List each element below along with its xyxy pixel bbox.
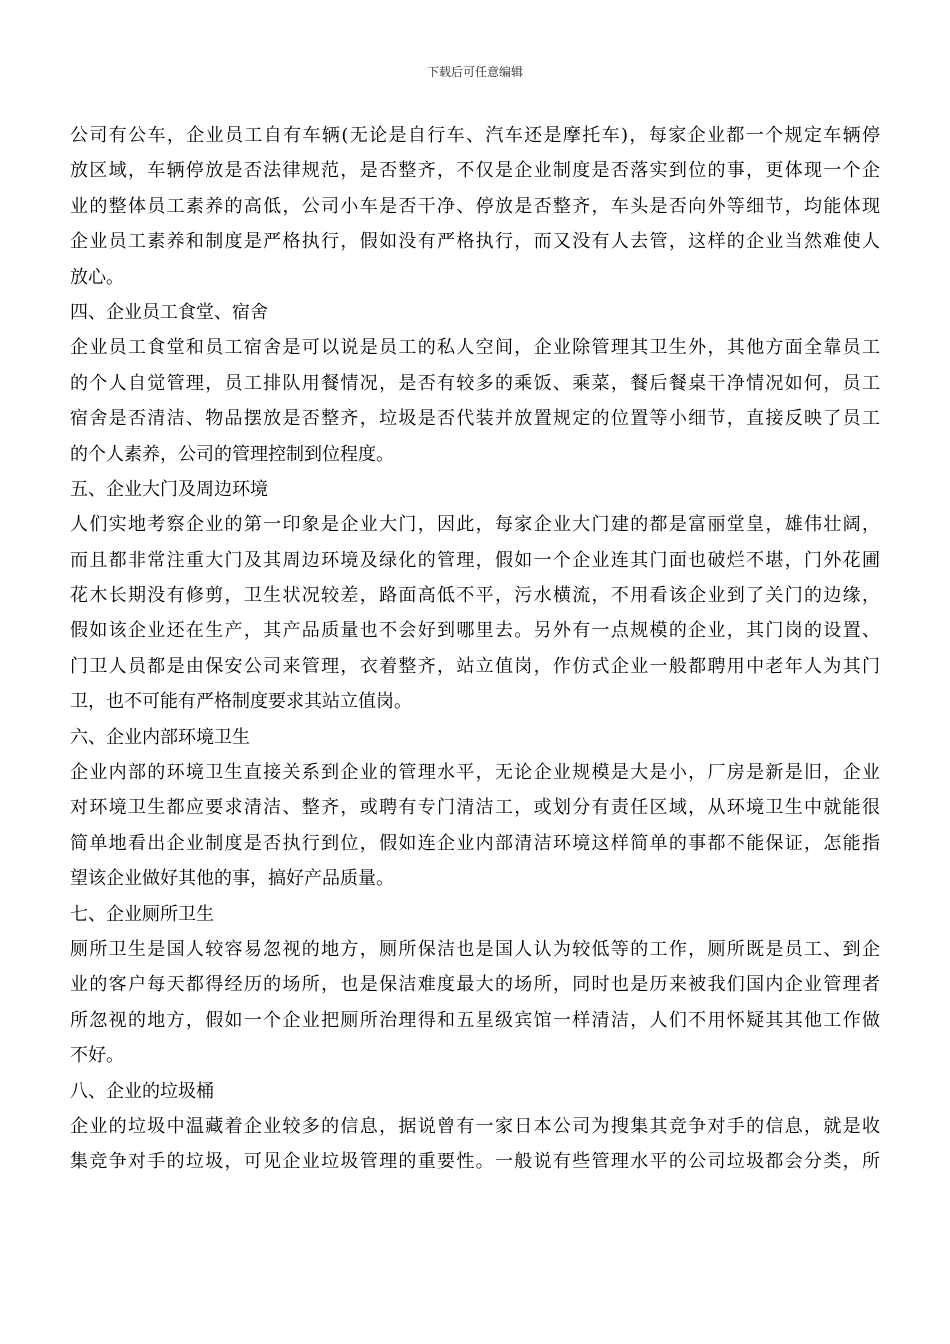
section-heading: 八、企业的垃圾桶: [70, 1080, 214, 1102]
text-line: 的个人自觉管理，员工排队用餐情况，是否有较多的乘饭、乘菜，餐后餐桌干净情况如何，员工: [70, 372, 880, 394]
text-line: 企业的垃圾中温藏着企业较多的信息，据说曾有一家日本公司为搜集其竞争对手的信息，就是收: [70, 1115, 880, 1137]
text-line: 企业员工素养和制度是严格执行，假如没有严格执行，而又没有人去管，这样的企业当然难使人: [70, 231, 880, 253]
text-line: 花木长期没有修剪，卫生状况较差，路面高低不平，污水横流，不用看该企业到了关门的边缘，: [70, 585, 880, 607]
document-body: [70, 118, 880, 1180]
section-heading: 四、企业员工食堂、宿舍: [70, 301, 268, 323]
text-line: 放心。: [70, 266, 124, 288]
text-line: 的个人素养，公司的管理控制到位程度。: [70, 443, 394, 465]
text-line: 人们实地考察企业的第一印象是企业大门，因此，每家企业大门建的都是富丽堂皇，雄伟壮阔，: [70, 514, 880, 536]
text-line: 企业内部的环境卫生直接关系到企业的管理水平，无论企业规模是大是小，厂房是新是旧，企业: [70, 762, 880, 784]
text-line: 企业员工食堂和员工宿舍是可以说是员工的私人空间，企业除管理其卫生外，其他方面全靠员工: [70, 337, 880, 359]
text-line: 集竞争对手的垃圾，可见企业垃圾管理的重要性。一般说有些管理水平的公司垃圾都会分类，所: [70, 1151, 880, 1173]
text-line: 不好。: [70, 1045, 124, 1067]
text-line: 业的客户每天都得经历的场所，也是保洁难度最大的场所，同时也是历来被我们国内企业管理者: [70, 974, 880, 996]
text-line: 公司有公车，企业员工自有车辆(无论是自行车、汽车还是摩托车)，每家企业都一个规定车辆停: [70, 125, 880, 146]
text-line: 而且都非常注重大门及其周边环境及绿化的管理，假如一个企业连其门面也破烂不堪，门外花圃: [70, 549, 880, 571]
text-line: 业的整体员工素养的高低，公司小车是否干净、停放是否整齐，车头是否向外等细节，均能体现: [70, 195, 880, 217]
text-line: 厕所卫生是国人较容易忽视的地方，厕所保洁也是国人认为较低等的工作，厕所既是员工、到企: [70, 938, 880, 960]
section-heading: 七、企业厕所卫生: [70, 903, 214, 925]
text-line: 门卫人员都是由保安公司来管理，衣着整齐，站立值岗，作仿式企业一般都聘用中老年人为其门: [70, 655, 880, 677]
page-header: 下载后可任意编辑: [426, 65, 523, 79]
section-heading: 五、企业大门及周边环境: [70, 478, 268, 500]
text-line: 宿舍是否清洁、物品摆放是否整齐，垃圾是否代装并放置规定的位置等小细节，直接反映了员工: [70, 408, 880, 430]
text-line: 望该企业做好其他的事，搞好产品质量。: [70, 868, 394, 890]
text-line: 简单地看出企业制度是否执行到位，假如连企业内部清洁环境这样简单的事都不能保证，怎能指: [70, 832, 880, 854]
text-line: 假如该企业还在生产，其产品质量也不会好到哪里去。另外有一点规模的企业，其门岗的设置、: [70, 620, 880, 642]
text-line: 放区域，车辆停放是否法律规范，是否整齐，不仅是企业制度是否落实到位的事，更体现一个企: [70, 160, 880, 182]
section-heading: 六、企业内部环境卫生: [70, 726, 250, 748]
text-line: 卫，也不可能有严格制度要求其站立值岗。: [70, 691, 412, 713]
text-line: 所忽视的地方，假如一个企业把厕所治理得和五星级宾馆一样清洁，人们不用怀疑其其他工作做: [70, 1009, 880, 1031]
text-line: 对环境卫生都应要求清洁、整齐，或聘有专门清洁工，或划分有责任区域，从环境卫生中就能很: [70, 797, 880, 819]
